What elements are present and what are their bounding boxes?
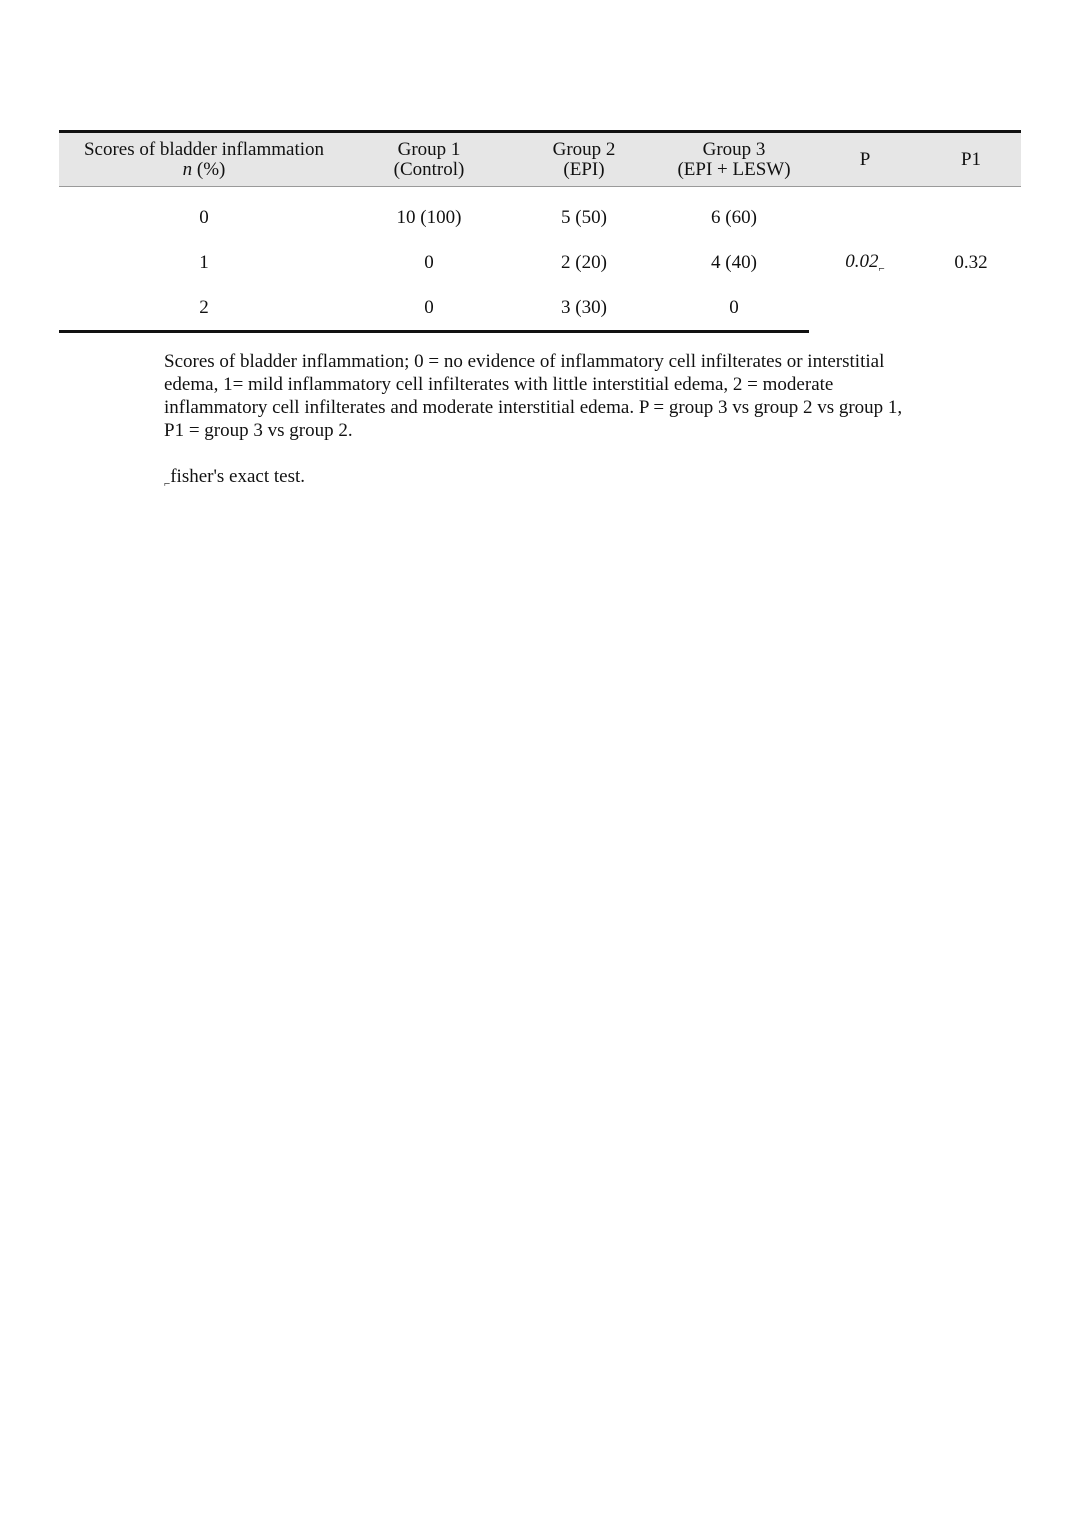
cell-group1: 10 (100) xyxy=(396,206,462,228)
footnote-test-mark: ⌐ xyxy=(164,477,171,490)
header-n: n xyxy=(182,158,193,180)
table-header-row xyxy=(59,132,1021,187)
header-score xyxy=(59,132,349,187)
table-row xyxy=(59,187,1021,241)
p-value-mark: ⌐ xyxy=(878,263,885,276)
footnote-test xyxy=(164,465,924,496)
cell-group2: 3 (30) xyxy=(509,285,659,332)
cell-score: 2 xyxy=(59,285,349,332)
header-group2 xyxy=(509,132,659,187)
header-group3-line1: Group 3 xyxy=(702,138,766,160)
results-table-container xyxy=(59,130,1021,333)
header-group2-line2: (EPI) xyxy=(563,158,605,180)
cell-group3: 6 (60) xyxy=(711,206,757,228)
cell-score: 0 xyxy=(199,206,209,228)
header-group3 xyxy=(659,132,809,187)
p-value-text: 0.02 xyxy=(845,251,879,273)
cell-group1: 0 xyxy=(424,251,434,273)
footnote-test-text: fisher's exact test. xyxy=(170,466,306,487)
header-group1-line1: Group 1 xyxy=(397,138,461,160)
cell-group3: 4 (40) xyxy=(711,251,757,273)
header-p1: P1 xyxy=(921,132,1021,187)
header-percent: (%) xyxy=(192,158,226,180)
header-score-line2 xyxy=(59,160,349,180)
cell-p1-value: 0.32 xyxy=(954,252,988,274)
header-group1 xyxy=(349,132,509,187)
header-score-line1: Scores of bladder inflammation xyxy=(83,138,325,160)
header-group3-line2: (EPI + LESW) xyxy=(677,158,791,180)
header-group1-line2: (Control) xyxy=(393,158,465,180)
cell-group1: 0 xyxy=(349,285,509,332)
cell-group2: 2 (20) xyxy=(561,251,607,273)
cell-group3: 0 xyxy=(659,285,809,332)
footnote-definition: Scores of bladder inflammation; 0 = no evidence of inflammatory cell infilterates or interstitial edema, 1= mild inflammatory cell infilterates with little interstitial edema, 2 = moderate inflammatory cell infilterates and moderate interstitial edema. P = group 3 vs group 2 vs group 1, P1 = group 3 vs group 2. xyxy=(164,351,903,441)
table-footnotes xyxy=(164,350,924,496)
cell-p-value xyxy=(809,187,921,332)
header-p: P xyxy=(809,132,921,187)
cell-group2: 5 (50) xyxy=(561,206,607,228)
bladder-inflammation-table xyxy=(59,130,1021,333)
cell-score: 1 xyxy=(199,251,209,273)
header-group2-line1: Group 2 xyxy=(552,138,616,160)
